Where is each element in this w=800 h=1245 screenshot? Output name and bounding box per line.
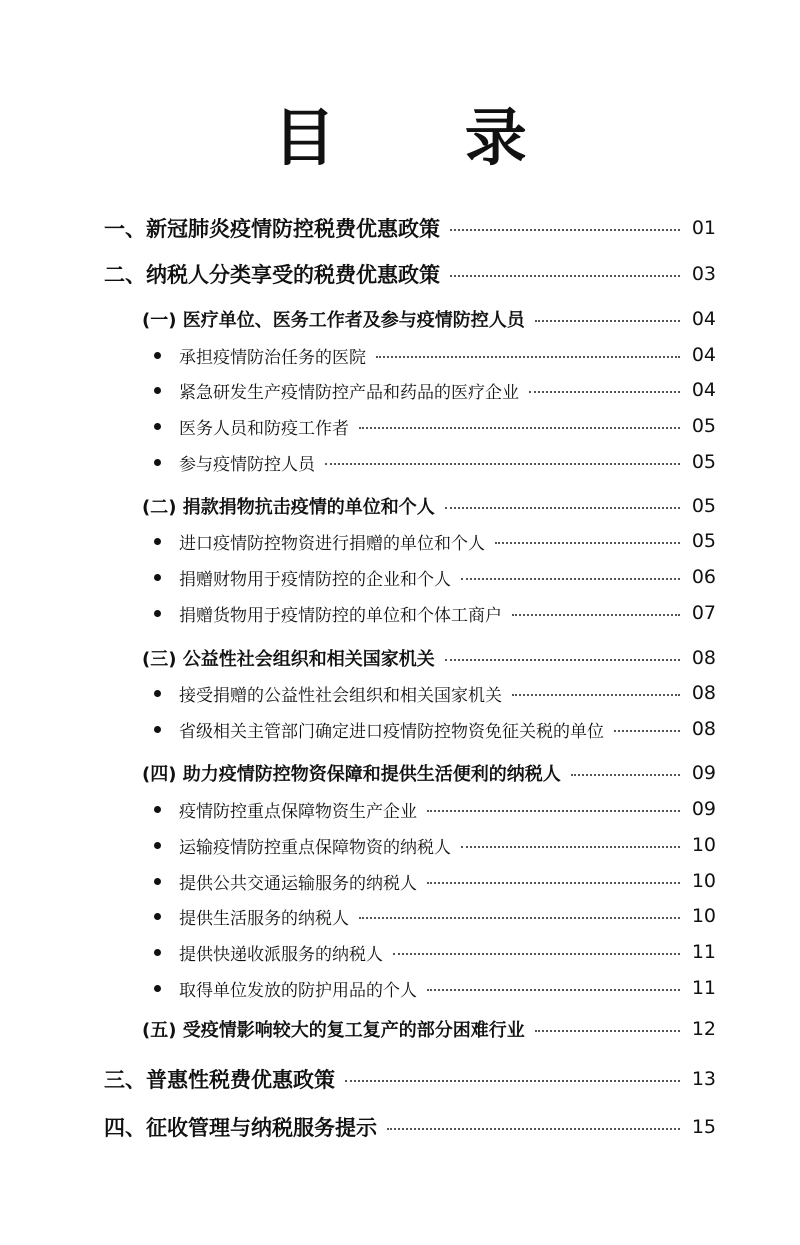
toc-page-number: 08 [691, 682, 716, 704]
dot-leader [495, 542, 680, 544]
toc-page-number: 08 [691, 718, 716, 740]
dot-leader [529, 391, 680, 393]
dot-leader [450, 229, 680, 231]
toc-entry-label: 承担疫情防治任务的医院 [179, 347, 366, 368]
toc-page-number: 05 [691, 415, 716, 437]
toc-entry[interactable] [142, 1014, 716, 1044]
page-title: 目 录 [273, 101, 581, 174]
toc-entry-label: 运输疫情防控重点保障物资的纳税人 [179, 837, 451, 858]
toc-subitem[interactable] [154, 830, 716, 860]
toc-subitem[interactable] [154, 447, 716, 477]
toc-page-number: 01 [691, 217, 716, 239]
toc-entry[interactable] [142, 491, 716, 521]
dot-leader [535, 1030, 680, 1032]
toc-page-number: 04 [691, 379, 716, 401]
toc-subitem[interactable] [154, 598, 716, 628]
dot-leader [427, 989, 680, 991]
toc-entry-label: 接受捐赠的公益性社会组织和相关国家机关 [179, 685, 502, 706]
toc-subitem[interactable] [154, 678, 716, 708]
dot-leader [445, 659, 680, 661]
toc-entry[interactable] [142, 758, 716, 788]
dot-leader [325, 463, 680, 465]
bullet-icon [154, 538, 161, 545]
toc-subitem[interactable] [154, 562, 716, 592]
dot-leader [393, 953, 680, 955]
toc-entry-label: 取得单位发放的防护用品的个人 [179, 980, 417, 1001]
toc-entry-label: 提供公共交通运输服务的纳税人 [179, 873, 417, 894]
toc-entry-label: 捐赠货物用于疫情防控的单位和个体工商户 [179, 605, 502, 626]
dot-leader [512, 614, 680, 616]
dot-leader [461, 578, 680, 580]
toc-page-number: 09 [691, 762, 716, 784]
toc-entry[interactable] [104, 1112, 716, 1142]
bullet-icon [154, 726, 161, 733]
bullet-icon [154, 387, 161, 394]
bullet-icon [154, 949, 161, 956]
dot-leader [359, 917, 680, 919]
toc-subitem[interactable] [154, 714, 716, 744]
toc-page-number: 10 [691, 834, 716, 856]
dot-leader [461, 846, 680, 848]
bullet-icon [154, 878, 161, 885]
toc-entry-label: 一、新冠肺炎疫情防控税费优惠政策 [104, 217, 440, 241]
toc-entry-label: 提供生活服务的纳税人 [179, 908, 349, 929]
toc-entry[interactable] [104, 259, 716, 289]
toc-entry-label: (一) 医疗单位、医务工作者及参与疫情防控人员 [142, 310, 525, 331]
toc-subitem[interactable] [154, 973, 716, 1003]
toc-page-number: 11 [691, 941, 716, 963]
dot-leader [535, 320, 680, 322]
toc-entry-label: 四、征收管理与纳税服务提示 [104, 1116, 377, 1140]
toc-page-number: 10 [691, 905, 716, 927]
toc-entry[interactable] [104, 213, 716, 243]
toc-entry-label: 提供快递收派服务的纳税人 [179, 944, 383, 965]
toc-entry-label: (三) 公益性社会组织和相关国家机关 [142, 649, 435, 670]
bullet-icon [154, 352, 161, 359]
toc-subitem[interactable] [154, 340, 716, 370]
toc-page-number: 09 [691, 798, 716, 820]
dot-leader [445, 507, 680, 509]
toc-entry-label: 参与疫情防控人员 [179, 454, 315, 475]
toc-page-number: 12 [691, 1018, 716, 1040]
toc-entry-label: 三、普惠性税费优惠政策 [104, 1068, 335, 1092]
toc-page-number: 10 [691, 870, 716, 892]
bullet-icon [154, 913, 161, 920]
dot-leader [571, 774, 680, 776]
toc-subitem[interactable] [154, 526, 716, 556]
toc-page-number: 11 [691, 977, 716, 999]
toc-entry-label: 省级相关主管部门确定进口疫情防控物资免征关税的单位 [179, 721, 604, 742]
toc-entry-label: (五) 受疫情影响较大的复工复产的部分困难行业 [142, 1020, 525, 1041]
toc-page-number: 08 [691, 647, 716, 669]
toc-entry-label: 紧急研发生产疫情防控产品和药品的医疗企业 [179, 382, 519, 403]
toc-page-number: 05 [691, 451, 716, 473]
dot-leader [427, 810, 680, 812]
bullet-icon [154, 842, 161, 849]
toc-entry-label: (四) 助力疫情防控物资保障和提供生活便利的纳税人 [142, 764, 561, 785]
dot-leader [614, 730, 680, 732]
toc-entry-label: 医务人员和防疫工作者 [179, 418, 349, 439]
toc-page-number: 06 [691, 566, 716, 588]
bullet-icon [154, 806, 161, 813]
dot-leader [345, 1080, 680, 1082]
toc-subitem[interactable] [154, 375, 716, 405]
toc-page-number: 04 [691, 344, 716, 366]
toc-entry[interactable] [142, 304, 716, 334]
dot-leader [359, 427, 680, 429]
toc-entry-label: 疫情防控重点保障物资生产企业 [179, 801, 417, 822]
bullet-icon [154, 459, 161, 466]
toc-page-number: 04 [691, 308, 716, 330]
toc-subitem[interactable] [154, 794, 716, 824]
toc-page-number: 15 [691, 1116, 716, 1138]
toc-subitem[interactable] [154, 866, 716, 896]
bullet-icon [154, 690, 161, 697]
dot-leader [450, 275, 680, 277]
toc-page-number: 03 [691, 263, 716, 285]
dot-leader [512, 694, 680, 696]
bullet-icon [154, 610, 161, 617]
toc-subitem[interactable] [154, 901, 716, 931]
bullet-icon [154, 574, 161, 581]
toc-page-number: 07 [691, 602, 716, 624]
dot-leader [427, 882, 680, 884]
toc-page-number: 05 [691, 495, 716, 517]
toc-page-number: 05 [691, 530, 716, 552]
dot-leader [387, 1128, 680, 1130]
toc-entry-label: 二、纳税人分类享受的税费优惠政策 [104, 263, 440, 287]
toc-entry-label: (二) 捐款捐物抗击疫情的单位和个人 [142, 497, 435, 518]
bullet-icon [154, 985, 161, 992]
toc-page-number: 13 [691, 1068, 716, 1090]
toc-entry-label: 进口疫情防控物资进行捐赠的单位和个人 [179, 533, 485, 554]
bullet-icon [154, 423, 161, 430]
toc-subitem[interactable] [154, 937, 716, 967]
toc-entry-label: 捐赠财物用于疫情防控的企业和个人 [179, 569, 451, 590]
toc-subitem[interactable] [154, 411, 716, 441]
toc-entry[interactable] [142, 643, 716, 673]
dot-leader [376, 356, 680, 358]
toc-entry[interactable] [104, 1064, 716, 1094]
